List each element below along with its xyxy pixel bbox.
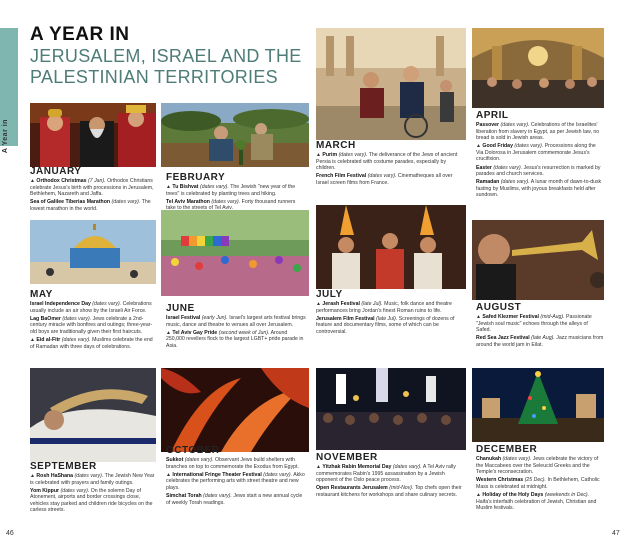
month-title: DECEMBER [476, 444, 538, 455]
event-entry: Tel Aviv Marathon (dates vary). Forty thousand runners take to the streets of Tel Aviv. [166, 198, 296, 212]
event-entry: ▲ Eid al-Fitr (dates vary). Muslims celebrate the end of Ramadan with three days of celebrations. [30, 336, 153, 350]
photo-march [316, 28, 466, 140]
may-dome-illustration [30, 220, 156, 284]
page-subtitle: JERUSALEM, ISRAEL AND THE PALESTINIAN TERRITORIES [30, 46, 302, 87]
event-entry: Sea of Galilee Tiberias Marathon (dates vary). The lowest marathon in the world. [30, 199, 151, 212]
event-entry: Red Sea Jazz Festival (late Aug). Jazz musicians from around the world jam in Eilat. [476, 335, 604, 348]
event-entry: Simchat Torah (dates vary). Jews start a new annual cycle of weekly Torah readings. [166, 492, 303, 506]
august-klezmer-illustration [472, 220, 604, 300]
november-rally-illustration [316, 368, 466, 450]
event-entry: Chanukah (dates vary). Jews celebrate the victory of the Maccabees over the Seleucid Greeks and the Temple's reconsecration. [476, 456, 599, 476]
event-entry: Easter (dates vary). Jesus's resurrection is marked by parades and church services. [476, 164, 601, 178]
april-church-illustration [472, 28, 604, 108]
event-entry: ▲ Tel Aviv Gay Pride (second week of Jun). Around 250,000 revellers flock to the largest LGBT+ pride parade in Asia. [166, 329, 304, 349]
photo-september [30, 368, 156, 462]
month-entries [30, 301, 158, 350]
event-entry: ▲ Purim (dates vary). The deliverance of the Jews of ancient Persia is celebrated with costume parades, especially by children. [316, 152, 458, 172]
photo-april [472, 28, 604, 108]
event-entry: ▲ Jerash Festival (late Jul). Music, folk dance and theatre performances bring Jordan's finest Roman ruins to life. [316, 301, 452, 314]
month-entries [316, 464, 464, 498]
event-entry: ▲ Good Friday (dates vary). Processions along the Via Dolorosa in Jerusalem commemorate Jesus's crucifixion. [476, 143, 596, 163]
side-tab-title: A Year in [2, 119, 9, 154]
month-entries [476, 314, 604, 348]
july-jerash-illustration [316, 205, 466, 289]
month-title: JANUARY [30, 166, 82, 177]
photo-october [161, 368, 309, 452]
month-june [166, 303, 306, 351]
month-july [316, 289, 464, 337]
month-entries [30, 178, 158, 212]
event-entry: Western Christmas (25 Dec). In Bethlehem, Catholic Mass is celebrated at midnight. [476, 477, 600, 490]
march-purim-illustration [316, 28, 466, 140]
month-entries [316, 301, 464, 335]
month-title: SEPTEMBER [30, 461, 97, 472]
page-number-left: 46 [6, 530, 14, 537]
event-entry: Israel Festival (early Jun). Israel's largest arts festival brings music, dance and theatre to venues all over Jerusalem. [166, 315, 306, 328]
side-tab-label [0, 60, 18, 160]
month-title: APRIL [476, 110, 509, 121]
month-february [166, 172, 306, 213]
month-january [30, 166, 158, 214]
january-priests-illustration [30, 103, 156, 167]
month-title: OCTOBER [166, 445, 220, 456]
event-entry: ▲ International Fringe Theater Festival (dates vary). Akko celebrates the performing arts with street theatre and new plays. [166, 471, 305, 491]
event-entry: Passover (dates vary). Celebrations of the Israelites' liberation from slavery in Egypt, as per Jewish law, no bread is sold in Jewish areas. [476, 122, 600, 142]
month-entries [476, 122, 604, 199]
event-entry: ▲ Yitzhak Rabin Memorial Day (dates vary). A Tel Aviv rally commemorates Rabin's 1995 assassination by a Jewish opponent of the Oslo peace process. [316, 464, 456, 484]
event-entry: Israel Independence Day (dates vary). Celebrations usually include an air show by the Israeli Air Force. [30, 301, 152, 314]
event-entry: ▲ Rosh HaShana (dates vary). The Jewish New Year is celebrated with prayers and family outings. [30, 473, 155, 486]
month-title: NOVEMBER [316, 452, 378, 463]
month-entries [166, 184, 306, 212]
event-entry: Open Restaurants Jerusalem (mid-Nov). Top chefs open their restaurant kitchens for workshops and share culinary secrets. [316, 485, 462, 498]
photo-may [30, 220, 156, 284]
month-title: MAY [30, 289, 53, 300]
month-entries [30, 473, 158, 514]
event-entry: Sukkot (dates vary). Observant Jews build shelters with branches on top to commemorate the Exodus from Egypt. [166, 457, 299, 470]
june-pride-illustration [161, 210, 309, 296]
february-planting-illustration [161, 103, 309, 167]
photo-november [316, 368, 466, 450]
month-september [30, 461, 158, 516]
month-march [316, 140, 464, 188]
photo-february [161, 103, 309, 167]
month-title: FEBRUARY [166, 172, 226, 183]
month-title: MARCH [316, 140, 356, 151]
event-entry: French Film Festival (dates vary). Cinematheques all over Israel screen films from France. [316, 173, 453, 186]
event-entry: Ramadan (dates vary). A lunar month of dawn-to-dusk fasting by Muslims, with joyous breakfasts held after sundown. [476, 179, 602, 199]
month-title: AUGUST [476, 302, 522, 313]
october-sukkot-illustration [161, 368, 309, 452]
page-number-right: 47 [612, 530, 620, 537]
photo-august [472, 220, 604, 300]
december-tree-illustration [472, 368, 604, 442]
photo-june [161, 210, 309, 296]
event-entry: ▲ Holiday of the Holy Days (weekends in Dec). Haifa's interfaith celebration of Jewish, Christian and Muslim festivals. [476, 491, 597, 512]
month-october [166, 445, 306, 508]
month-entries [476, 456, 604, 512]
photo-december [472, 368, 604, 442]
month-may [30, 289, 158, 352]
month-april [476, 110, 604, 201]
month-december [476, 444, 604, 513]
photo-july [316, 205, 466, 289]
page-title: A YEAR IN [30, 24, 130, 45]
month-entries [166, 315, 306, 349]
event-entry: ▲ Safed Klezmer Festival (mid-Aug). Passionate "Jewish soul music" echoes through the alleys of Safed. [476, 314, 592, 334]
month-entries [316, 152, 464, 186]
event-entry: ▲ Orthodox Christmas (7 Jan). Orthodox Christians celebrate Jesus's birth with processions in Jerusalem, Bethlehem, Nazareth and Jaffa. [30, 178, 154, 198]
month-august [476, 302, 604, 350]
month-title: JULY [316, 289, 343, 300]
month-november [316, 452, 464, 500]
event-entry: Lag BaOmer (dates vary). Jews celebrate a 2nd-century miracle with bonfires and outings; three-year-old boys are traditionally given their first haircuts. [30, 315, 153, 335]
month-entries [166, 457, 306, 506]
september-shofar-illustration [30, 368, 156, 462]
event-entry: ▲ Tu Bishvat (dates vary). The Jewish "new year of the trees" is celebrated by planting trees and hiking. [166, 184, 296, 197]
event-entry: Jerusalem Film Festival (late Jul). Screenings of dozens of feature and documentary films, some of which can be controversial. [316, 315, 455, 335]
photo-january [30, 103, 156, 167]
event-entry: Yom Kippur (dates vary). On the solemn Day of Atonement, airports and border crossings close, vehicles stay parked and children ride bicycles on the carless streets. [30, 487, 153, 514]
month-title: JUNE [166, 303, 195, 314]
